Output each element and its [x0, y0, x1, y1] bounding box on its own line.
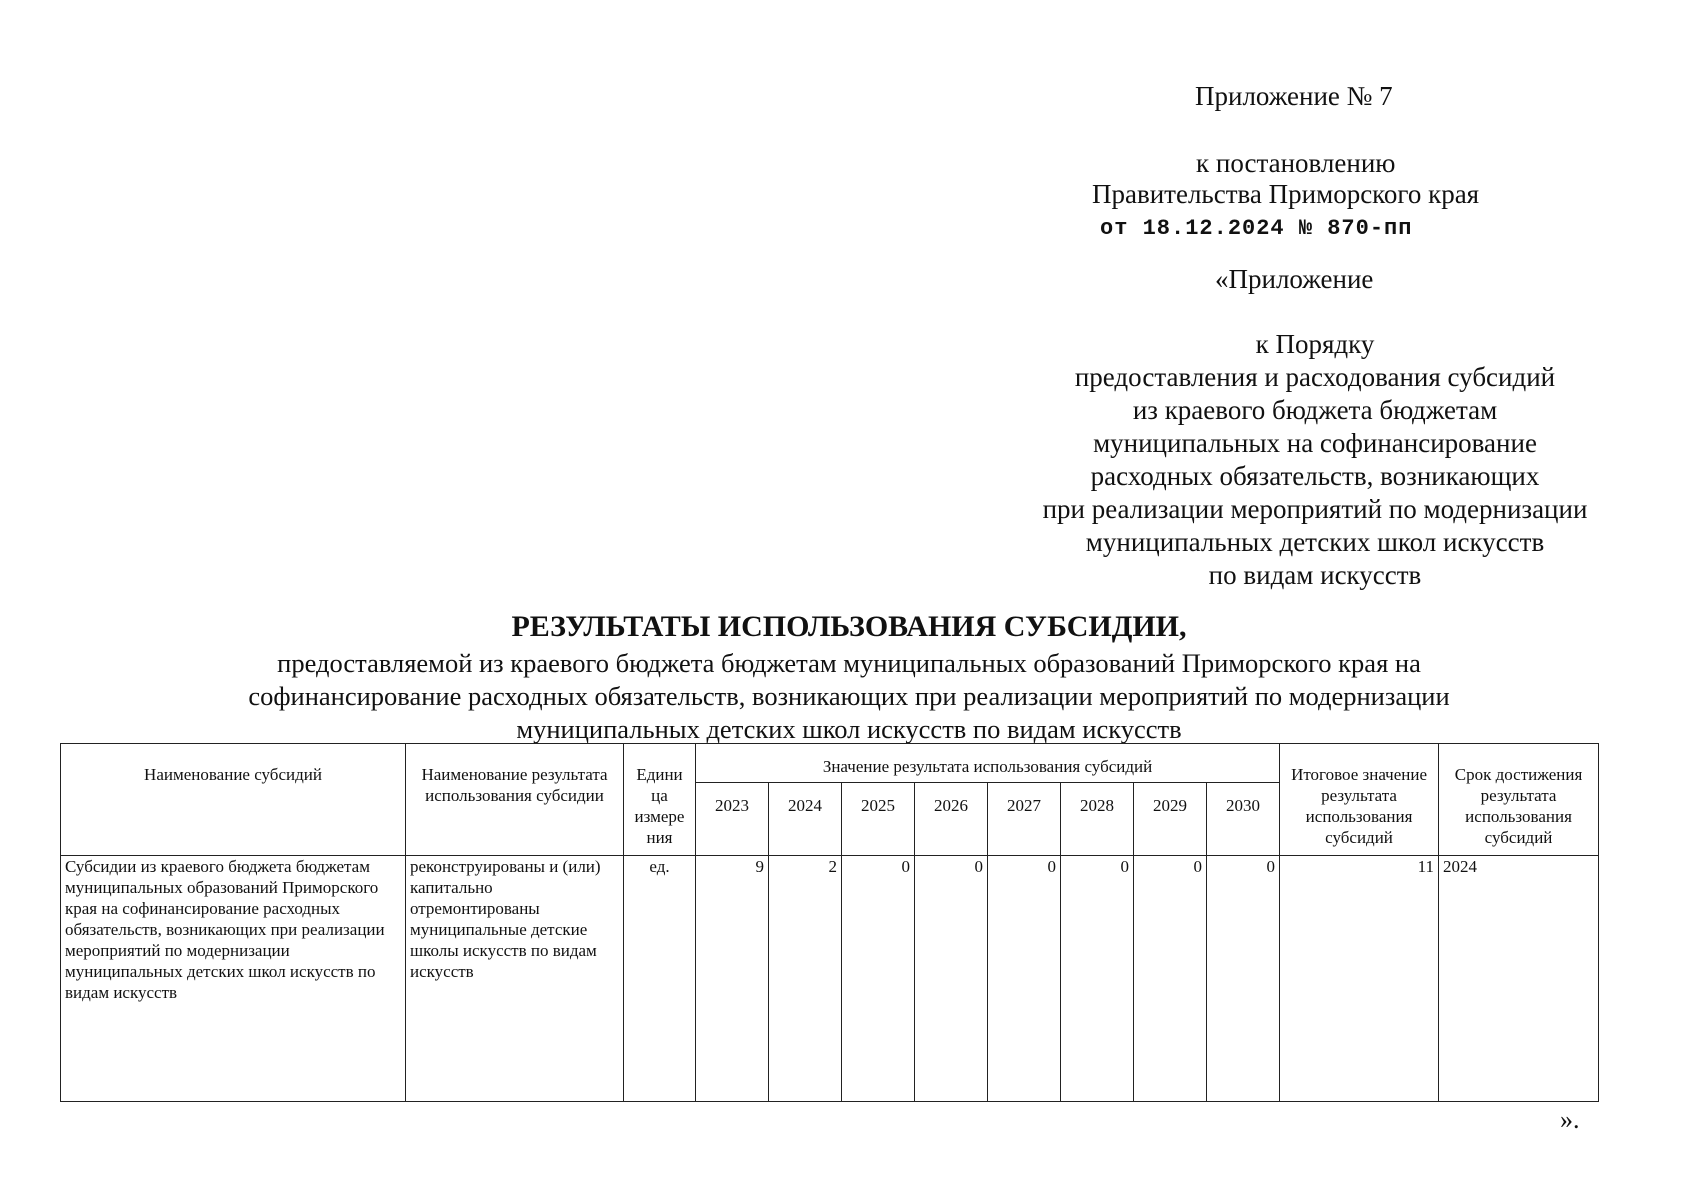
header-subsidy-name: Наименование субсидий [61, 744, 406, 856]
cell-value: 0 [915, 856, 988, 1102]
quoted-appendix: «Приложение [1215, 264, 1374, 294]
header-year: 2024 [769, 783, 842, 856]
cell-value: 0 [842, 856, 915, 1102]
subtitle-line: муниципальных детских школ искусств по видам искусств [516, 714, 1182, 744]
header-year: 2023 [696, 783, 769, 856]
subtitle-line: софинансирование расходных обязательств, возникающих при реализации мероприятий по модернизации [248, 681, 1450, 711]
procedure-line: по видам искусств [1208, 560, 1422, 590]
resolution-reference: к постановлению [1196, 148, 1396, 178]
header-total: Итоговое значение результата использования субсидий [1280, 744, 1439, 856]
header-year: 2030 [1207, 783, 1280, 856]
closing-quote: ». [1560, 1105, 1580, 1134]
header-year: 2026 [915, 783, 988, 856]
procedure-line: расходных обязательств, возникающих [1090, 461, 1540, 491]
procedure-line: при реализации мероприятий по модернизации [1042, 494, 1588, 524]
cell-value: 0 [1061, 856, 1134, 1102]
cell-deadline: 2024 [1439, 856, 1599, 1102]
subtitle-line: предоставляемой из краевого бюджета бюджетам муниципальных образований Приморского края на [277, 648, 1421, 678]
cell-value: 0 [1134, 856, 1207, 1102]
procedure-line: муниципальных на софинансирование [1093, 428, 1537, 458]
cell-unit: ед. [624, 856, 696, 1102]
header-result-name: Наименование результата использования субсидии [406, 744, 624, 856]
header-value-group: Значение результата использования субсидий [696, 744, 1280, 783]
header-deadline: Срок достижения результата использования субсидий [1439, 744, 1599, 856]
header-year: 2027 [988, 783, 1061, 856]
cell-total: 11 [1280, 856, 1439, 1102]
results-table [60, 743, 1599, 1102]
header-unit: Едини ца измере ния [624, 744, 696, 856]
table-row [61, 856, 1599, 1102]
header-year: 2025 [842, 783, 915, 856]
document-subtitle [150, 647, 1548, 746]
procedure-line: муниципальных детских школ искусств [1085, 527, 1545, 557]
cell-value: 9 [696, 856, 769, 1102]
cell-subsidy-name: Субсидии из краевого бюджета бюджетам муниципальных образований Приморского края на софинансирование расходных обязательств, возникающих при реализации мероприятий по модернизации муниципальных детских школ искусств по видам искусств [61, 856, 406, 1102]
procedure-line: из краевого бюджета бюджетам [1132, 395, 1498, 425]
cell-value: 0 [988, 856, 1061, 1102]
header-year: 2028 [1061, 783, 1134, 856]
header-year: 2029 [1134, 783, 1207, 856]
appendix-number: Приложение № 7 [1195, 81, 1393, 111]
cell-result-name: реконструированы и (или) капитально отремонтированы муниципальные детские школы искусств по видам искусств [406, 856, 624, 1102]
resolution-date-number: от 18.12.2024 № 870-пп [1100, 216, 1413, 241]
cell-value: 2 [769, 856, 842, 1102]
document-title: РЕЗУЛЬТАТЫ ИСПОЛЬЗОВАНИЯ СУБСИДИИ, [511, 610, 1187, 643]
cell-value: 0 [1207, 856, 1280, 1102]
procedure-block [960, 328, 1670, 592]
procedure-line: к Порядку [1255, 329, 1375, 359]
government-name: Правительства Приморского края [1092, 179, 1480, 209]
procedure-line: предоставления и расходования субсидий [1074, 362, 1556, 392]
